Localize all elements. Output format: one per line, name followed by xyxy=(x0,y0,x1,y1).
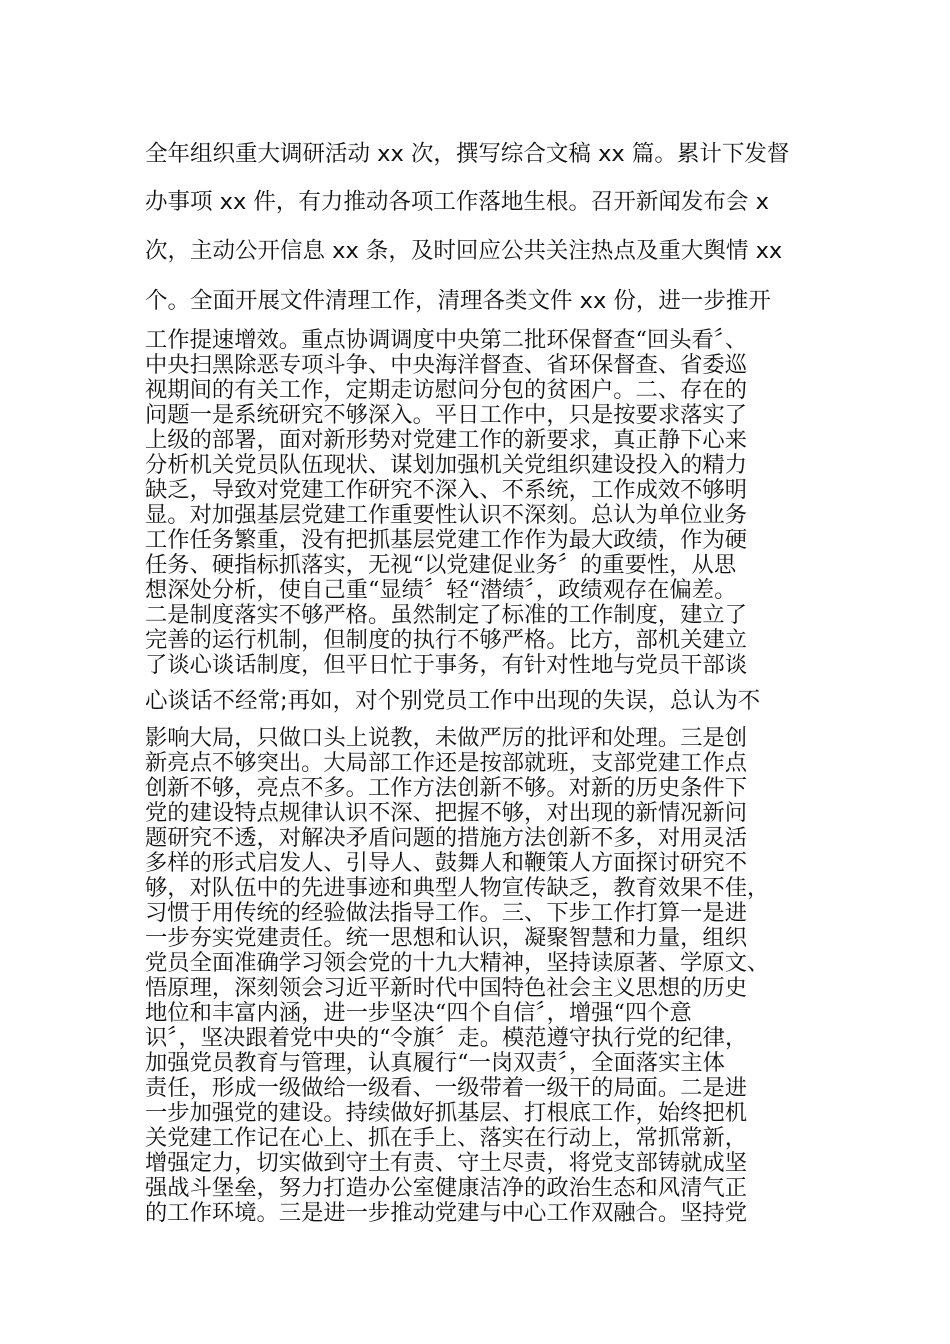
text-line: 工作提速增效。重点协调调度中央第二批环保督查“回头看〞、 xyxy=(145,327,748,353)
text-line: 了谈心谈话制度，但平日忙于事务，有针对性地与党员干部谈 xyxy=(145,652,748,678)
text-line: 一步加强党的建设。持续做好抓基层、打根底工作，始终把机 xyxy=(145,1100,748,1126)
text-line: 想深处分析，使自己重“显绩〞轻“潜绩〞，政绩观存在偏差。 xyxy=(145,577,737,603)
text-line: 地位和丰富内涵，进一步坚决“四个自信〞，增强“四个意 xyxy=(145,1000,692,1026)
text-line: 党的建设特点规律认识不深、把握不够，对出现的新情况新问 xyxy=(145,800,748,826)
text-line: 二是制度落实不够严格。虽然制定了标准的工作制度，建立了 xyxy=(145,602,748,628)
text-line: 新亮点不够突出。大局部工作还是按部就班，支部党建工作点 xyxy=(145,750,748,776)
text-line: 影响大局，只做口头上说教，未做严厉的批评和处理。三是创 xyxy=(145,725,748,751)
text-line: 够，对队伍中的先进事迹和典型人物宣传缺乏，教育效果不佳， xyxy=(145,875,770,901)
text-line: 加强党员教育与管理，认真履行“一岗双责〞，全面落实主体 xyxy=(145,1050,725,1076)
text-line: 关党建工作记在心上、抓在手上、落实在行动上，常抓常新， xyxy=(145,1125,748,1151)
text-line: 党员全面准确学习领会党的十九大精神，坚持读原著、学原文、 xyxy=(145,950,770,976)
text-line: 多样的形式启发人、引导人、鼓舞人和鞭策人方面探讨研究不 xyxy=(145,850,748,876)
text-line: 个。全面开展文件清理工作，清理各类文件 xx 份，进一步推开 xyxy=(145,288,771,314)
text-line: 悟原理，深刻领会习近平新时代中国特色社会主义思想的历史 xyxy=(145,975,748,1001)
text-line: 办事项 xx 件，有力推动各项工作落地生根。召开新闻发布会 x xyxy=(145,189,769,215)
text-line: 中央扫黑除恶专项斗争、中央海洋督查、省环保督查、省委巡 xyxy=(145,352,748,378)
text-line: 的工作环境。三是进一步推动党建与中心工作双融合。坚持党 xyxy=(145,1200,748,1226)
text-line: 完善的运行机制，但制度的执行不够严格。比方，部机关建立 xyxy=(145,627,748,653)
text-line: 上级的部署，面对新形势对党建工作的新要求，真正静下心来 xyxy=(145,427,748,453)
text-line: 心谈话不经常;再如，对个别党员工作中出现的失误，总认为不 xyxy=(145,688,761,714)
text-line: 一步夯实党建责任。统一思想和认识，凝聚智慧和力量，组织 xyxy=(145,925,748,951)
text-line: 任务、硬指标抓落实，无视“以党建促业务〞的重要性，从思 xyxy=(145,552,737,578)
text-line: 全年组织重大调研活动 xx 次，撰写综合文稿 xx 篇。累计下发督 xyxy=(145,141,790,167)
text-line: 习惯于用传统的经验做法指导工作。三、下步工作打算一是进 xyxy=(145,900,748,926)
text-line: 工作任务繁重，没有把抓基层党建工作作为最大政绩，作为硬 xyxy=(145,527,748,553)
text-line: 识〞，坚决跟着党中央的“令旗〞走。模范遵守执行党的纪律， xyxy=(145,1025,748,1051)
text-line: 问题一是系统研究不够深入。平日工作中，只是按要求落实了 xyxy=(145,402,748,428)
text-line: 显。对加强基层党建工作重要性认识不深刻。总认为单位业务 xyxy=(145,502,748,528)
text-line: 创新不够，亮点不多。工作方法创新不够。对新的历史条件下 xyxy=(145,775,748,801)
text-line: 题研究不透，对解决矛盾问题的措施方法创新不多，对用灵活 xyxy=(145,825,748,851)
text-line: 增强定力，切实做到守土有责、守土尽责，将党支部铸就成坚 xyxy=(145,1150,748,1176)
text-line: 次，主动公开信息 xx 条，及时回应公共关注热点及重大舆情 xx xyxy=(145,238,783,264)
text-line: 责任，形成一级做给一级看、一级带着一级干的局面。二是进 xyxy=(145,1075,748,1101)
text-line: 分析机关党员队伍现状、谋划加强机关党组织建设投入的精力 xyxy=(145,452,748,478)
text-line: 强战斗堡垒，努力打造办公室健康洁净的政治生态和风清气正 xyxy=(145,1175,748,1201)
text-line: 视期间的有关工作，定期走访慰问分包的贫困户。二、存在的 xyxy=(145,377,748,403)
text-line: 缺乏，导致对党建工作研究不深入、不系统，工作成效不够明 xyxy=(145,477,748,503)
